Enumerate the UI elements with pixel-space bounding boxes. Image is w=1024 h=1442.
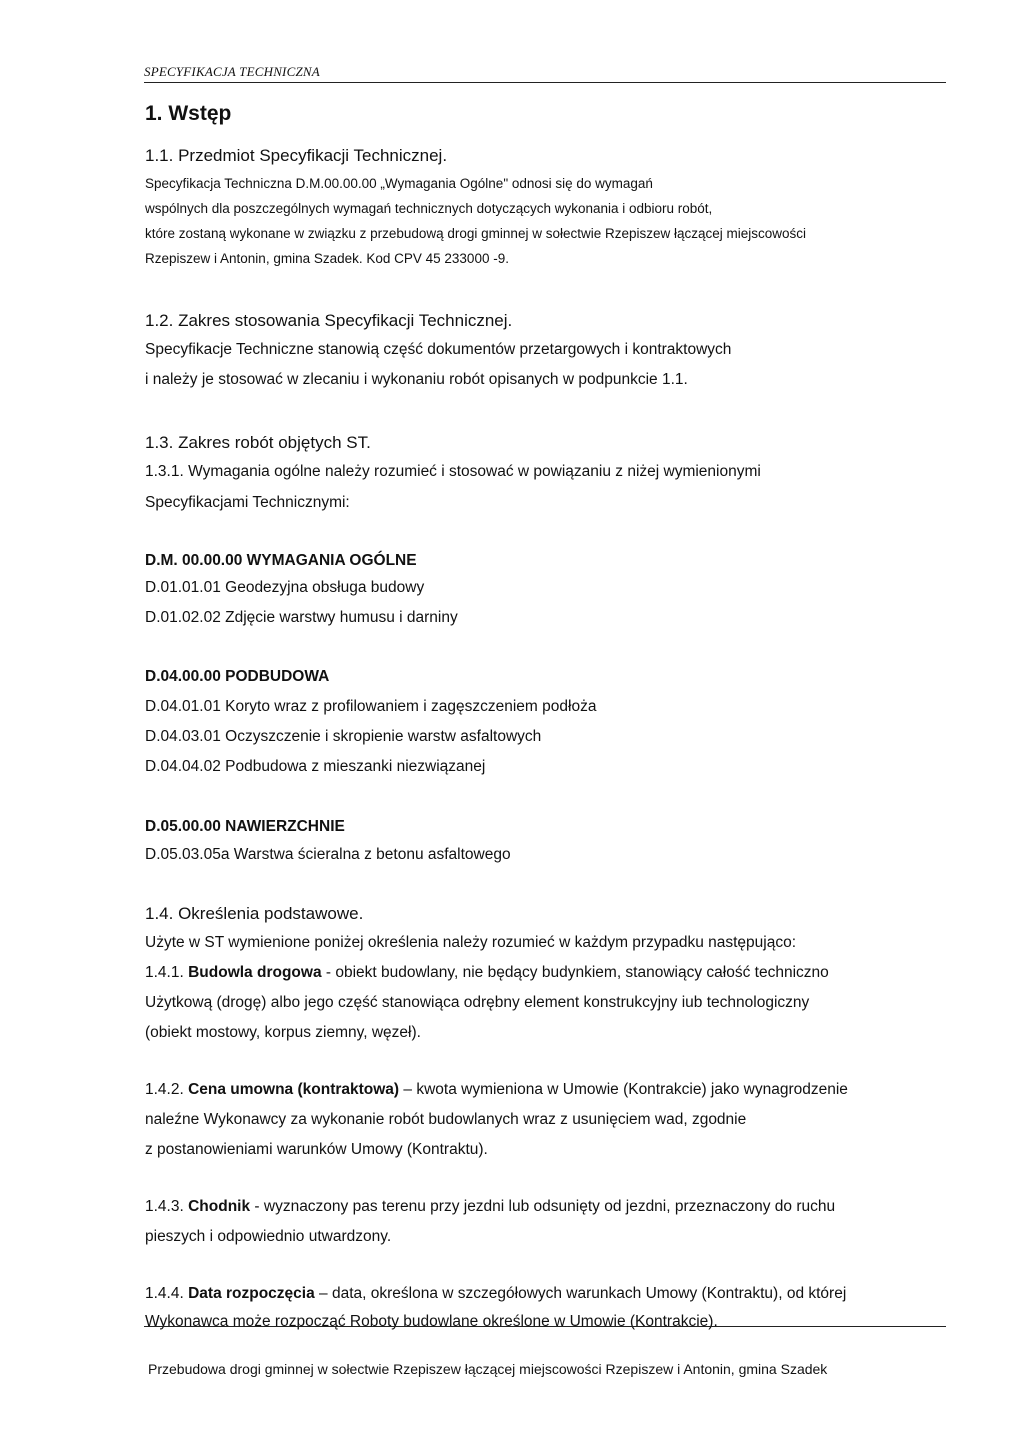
subsection-heading-1-1: 1.1. Przedmiot Specyfikacji Technicznej. bbox=[145, 146, 448, 165]
paragraph-line: Specyfikacje Techniczne stanowią część dokumentów przetargowych i kontraktowych bbox=[145, 341, 732, 358]
subsection-heading-1-2: 1.2. Zakres stosowania Specyfikacji Technicznej. bbox=[145, 311, 513, 330]
definition-separator: – bbox=[399, 1081, 417, 1098]
paragraph-line: i należy je stosować w zlecaniu i wykonaniu robót opisanych w podpunkcie 1.1. bbox=[145, 371, 688, 388]
spec-group-title: D.05.00.00 NAWIERZCHNIE bbox=[145, 818, 345, 835]
definition-line: naleźne Wykonawcy za wykonanie robót budowlanych wraz z usunięciem wad, zgodnie bbox=[145, 1111, 747, 1128]
spec-item: D.04.03.01 Oczyszczenie i skropienie warstw asfaltowych bbox=[145, 728, 542, 745]
spec-group-title: D.M. 00.00.00 WYMAGANIA OGÓLNE bbox=[145, 552, 417, 569]
spec-item: D.04.04.02 Podbudowa z mieszanki niezwiązanej bbox=[145, 758, 486, 775]
spec-item: D.05.03.05a Warstwa ścieralna z betonu asfaltowego bbox=[145, 846, 511, 863]
definition-term: Data rozpoczęcia bbox=[188, 1285, 315, 1302]
paragraph-line: 1.3.1. Wymagania ogólne należy rozumieć i stosować w powiązaniu z niżej wymienionymi bbox=[145, 463, 761, 480]
paragraph-line: Użyte w ST wymienione poniżej określenia należy rozumieć w każdym przypadku następująco: bbox=[145, 934, 797, 951]
definition-term: Cena umowna (kontraktowa) bbox=[188, 1081, 400, 1098]
spec-group-title: D.04.00.00 PODBUDOWA bbox=[145, 668, 330, 685]
definition-text: wyznaczony pas terenu przy jezdni lub odsunięty od jezdni, przeznaczony do ruchu bbox=[263, 1198, 836, 1215]
paragraph-line: Specyfikacjami Technicznymi: bbox=[145, 494, 350, 511]
definition-text: kwota wymieniona w Umowie (Kontrakcie) jako wynagrodzenie bbox=[416, 1081, 848, 1098]
definition-number: 1.4.1. bbox=[145, 964, 189, 981]
page-footer: Przebudowa drogi gminnej w sołectwie Rzepiszew łączącej miejscowości Rzepiszew i Antonin, gmina Szadek bbox=[148, 1361, 828, 1377]
definition-text: data, określona w szczegółowych warunkach Umowy (Kontraktu), od której bbox=[331, 1285, 847, 1302]
definition-line: Wykonawca może rozpocząć Roboty budowlane określone w Umowie (Kontrakcie). bbox=[145, 1313, 718, 1330]
paragraph-line: Rzepiszew i Antonin, gmina Szadek. Kod CPV 45 233000 -9. bbox=[145, 251, 509, 266]
subsection-heading-1-3: 1.3. Zakres robót objętych ST. bbox=[145, 433, 371, 452]
definition-1-4-4 bbox=[145, 1285, 846, 1303]
definition-line: (obiekt mostowy, korpus ziemny, węzeł). bbox=[145, 1024, 421, 1041]
definition-text: obiekt budowlany, nie będący budynkiem, stanowiący całość techniczno bbox=[335, 964, 829, 981]
section-title: 1. Wstęp bbox=[145, 102, 232, 125]
definition-line: Użytkową (drogę) albo jego część stanowiąca odrębny element konstrukcyjny iub technologiczny bbox=[145, 994, 810, 1011]
header-rule bbox=[144, 82, 946, 83]
spec-item: D.01.02.02 Zdjęcie warstwy humusu i darniny bbox=[145, 609, 458, 626]
definition-separator: – bbox=[314, 1285, 332, 1302]
definition-separator: - bbox=[250, 1198, 264, 1215]
definition-number: 1.4.2. bbox=[145, 1081, 189, 1098]
paragraph-line: Specyfikacja Techniczna D.M.00.00.00 „Wymagania Ogólne" odnosi się do wymagań bbox=[145, 176, 653, 191]
definition-line: z postanowieniami warunków Umowy (Kontraktu). bbox=[145, 1141, 488, 1158]
definition-number: 1.4.3. bbox=[145, 1198, 189, 1215]
definition-line: pieszych i odpowiednio utwardzony. bbox=[145, 1228, 392, 1245]
definition-number: 1.4.4. bbox=[145, 1285, 189, 1302]
definition-1-4-2 bbox=[145, 1081, 848, 1099]
spec-item: D.01.01.01 Geodezyjna obsługa budowy bbox=[145, 579, 425, 596]
definition-term: Chodnik bbox=[188, 1198, 251, 1215]
paragraph-line: wspólnych dla poszczególnych wymagań technicznych dotyczących wykonania i odbioru robót, bbox=[145, 201, 713, 216]
definition-1-4-1 bbox=[145, 964, 829, 982]
definition-term: Budowla drogowa bbox=[188, 964, 322, 981]
paragraph-line: które zostaną wykonane w związku z przebudową drogi gminnej w sołectwie Rzepiszew łączącej miejscowości bbox=[145, 226, 807, 241]
running-header: SPECYFIKACJA TECHNICZNA bbox=[144, 64, 320, 79]
footer-rule bbox=[144, 1326, 946, 1327]
definition-1-4-3 bbox=[145, 1198, 835, 1216]
spec-item: D.04.01.01 Koryto wraz z profilowaniem i zagęszczeniem podłoża bbox=[145, 698, 597, 715]
subsection-heading-1-4: 1.4. Określenia podstawowe. bbox=[145, 904, 364, 923]
definition-separator: - bbox=[321, 964, 336, 981]
